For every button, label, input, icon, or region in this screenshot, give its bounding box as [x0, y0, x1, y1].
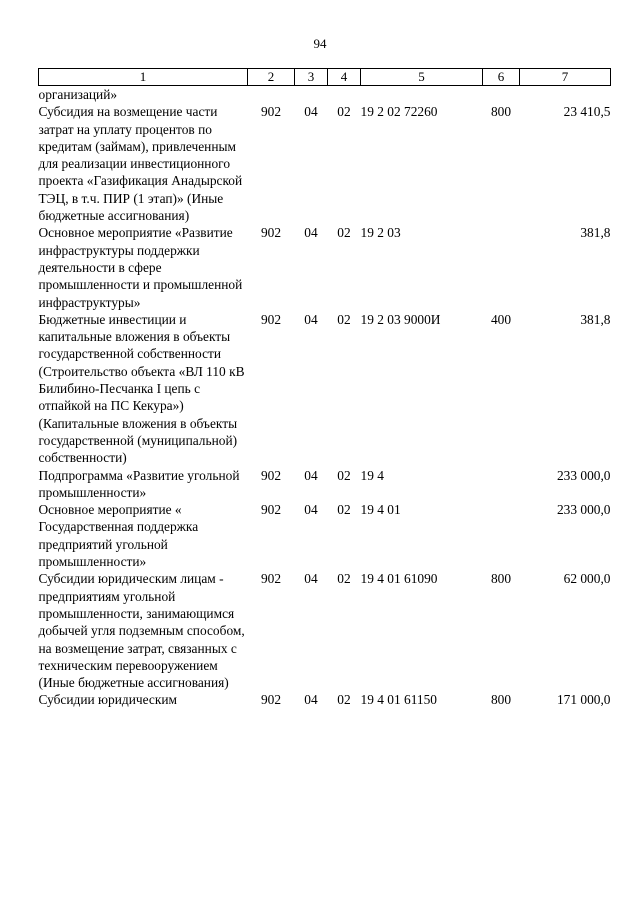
column-header-1: 1: [39, 69, 248, 86]
table-row: [39, 467, 611, 502]
row-name: Субсидии юридическим: [38, 692, 177, 708]
column-header-4: 4: [328, 69, 361, 86]
row-target-article: 19 4 01 61090: [360, 571, 438, 587]
row-amount: 233 000,0: [556, 467, 611, 483]
row-amount: 62 000,0: [563, 571, 611, 587]
row-target-article: [361, 86, 483, 104]
row-target-article: 19 4 01: [360, 502, 401, 518]
table-row: [39, 311, 611, 467]
row-expense-type: [483, 501, 520, 570]
row-section: 04: [304, 225, 318, 241]
row-subsection: 02: [337, 692, 351, 708]
row-ministry-code: 902: [260, 692, 282, 708]
row-section: 04: [304, 104, 318, 120]
row-section: 04: [304, 502, 318, 518]
row-expense-type: 800: [490, 571, 512, 587]
row-subsection: 02: [337, 502, 351, 518]
row-name: Бюджетные инвестиции и капитальные вложения в объекты государственной собственности (Строительство объекта «ВЛ 110 кВ Билибино-Песчанка I цепь с отпайкой на ПС Кекура») (Капитальные вложения в объекты государственной (муниципальной) собственности): [38, 311, 245, 466]
row-expense-type: 800: [490, 104, 512, 120]
column-header-7: 7: [520, 69, 611, 86]
row-name: организаций»: [38, 87, 118, 102]
row-subsection: 02: [337, 467, 351, 483]
row-subsection: 02: [337, 225, 351, 241]
row-name: Субсидии юридическим лицам - предприятиям угольной промышленности, занимающимся добычей угля подземным способом, на возмещение затрат, связанных с техническим перевооружением (Иные бюджетные ассигнования): [38, 571, 245, 691]
row-subsection: [328, 86, 361, 104]
row-ministry-code: [248, 86, 295, 104]
table-row: [39, 103, 611, 224]
table-row: [39, 86, 611, 104]
table-row: [39, 224, 611, 310]
row-subsection: 02: [337, 311, 351, 327]
table-row: [39, 570, 611, 691]
row-amount: 381,8: [580, 311, 611, 327]
column-header-5: 5: [361, 69, 483, 86]
row-target-article: 19 2 02 72260: [360, 104, 438, 120]
row-name: Субсидия на возмещение части затрат на уплату процентов по кредитам (займам), привлеченным для реализации инвестиционного проекта «Газификация Анадырской ТЭЦ, в т.ч. ПИР (1 этап)» (Иные бюджетные ассигнования): [38, 104, 243, 224]
row-expense-type: 400: [490, 311, 512, 327]
row-section: 04: [304, 467, 318, 483]
row-section: [295, 86, 328, 104]
column-header-3: 3: [295, 69, 328, 86]
row-subsection: 02: [337, 104, 351, 120]
row-ministry-code: 902: [260, 467, 282, 483]
row-section: 04: [304, 571, 318, 587]
row-expense-type: [483, 467, 520, 502]
table-row: [39, 501, 611, 570]
row-expense-type: [483, 224, 520, 310]
row-amount: 23 410,5: [563, 104, 611, 120]
row-target-article: 19 4 01 61150: [360, 692, 437, 708]
row-target-article: 19 2 03: [360, 225, 401, 241]
row-ministry-code: 902: [260, 502, 282, 518]
table-row: [39, 691, 611, 708]
row-target-article: 19 4: [360, 467, 384, 483]
row-ministry-code: 902: [260, 225, 282, 241]
row-amount: 233 000,0: [556, 502, 611, 518]
row-expense-type: [483, 86, 520, 104]
table-header-row: [39, 69, 611, 86]
row-name: Подпрограмма «Развитие угольной промышленности»: [38, 467, 240, 500]
row-section: 04: [304, 692, 318, 708]
row-name: Основное мероприятие «Развитие инфраструктуры поддержки деятельности в сфере промышленности и промышленной инфраструктуры»: [38, 225, 243, 310]
budget-table: [38, 68, 611, 709]
row-section: 04: [304, 311, 318, 327]
row-ministry-code: 902: [260, 311, 282, 327]
row-expense-type: 800: [490, 692, 512, 708]
row-subsection: 02: [337, 571, 351, 587]
column-header-2: 2: [248, 69, 295, 86]
column-header-6: 6: [483, 69, 520, 86]
row-ministry-code: 902: [260, 104, 282, 120]
row-amount: [520, 86, 611, 104]
row-amount: 381,8: [580, 225, 611, 241]
page-number: 94: [313, 36, 327, 51]
row-amount: 171 000,0: [556, 692, 611, 708]
row-name: Основное мероприятие « Государственная поддержка предприятий угольной промышленности»: [38, 502, 199, 570]
row-target-article: 19 2 03 9000И: [360, 311, 441, 327]
row-ministry-code: 902: [260, 571, 282, 587]
